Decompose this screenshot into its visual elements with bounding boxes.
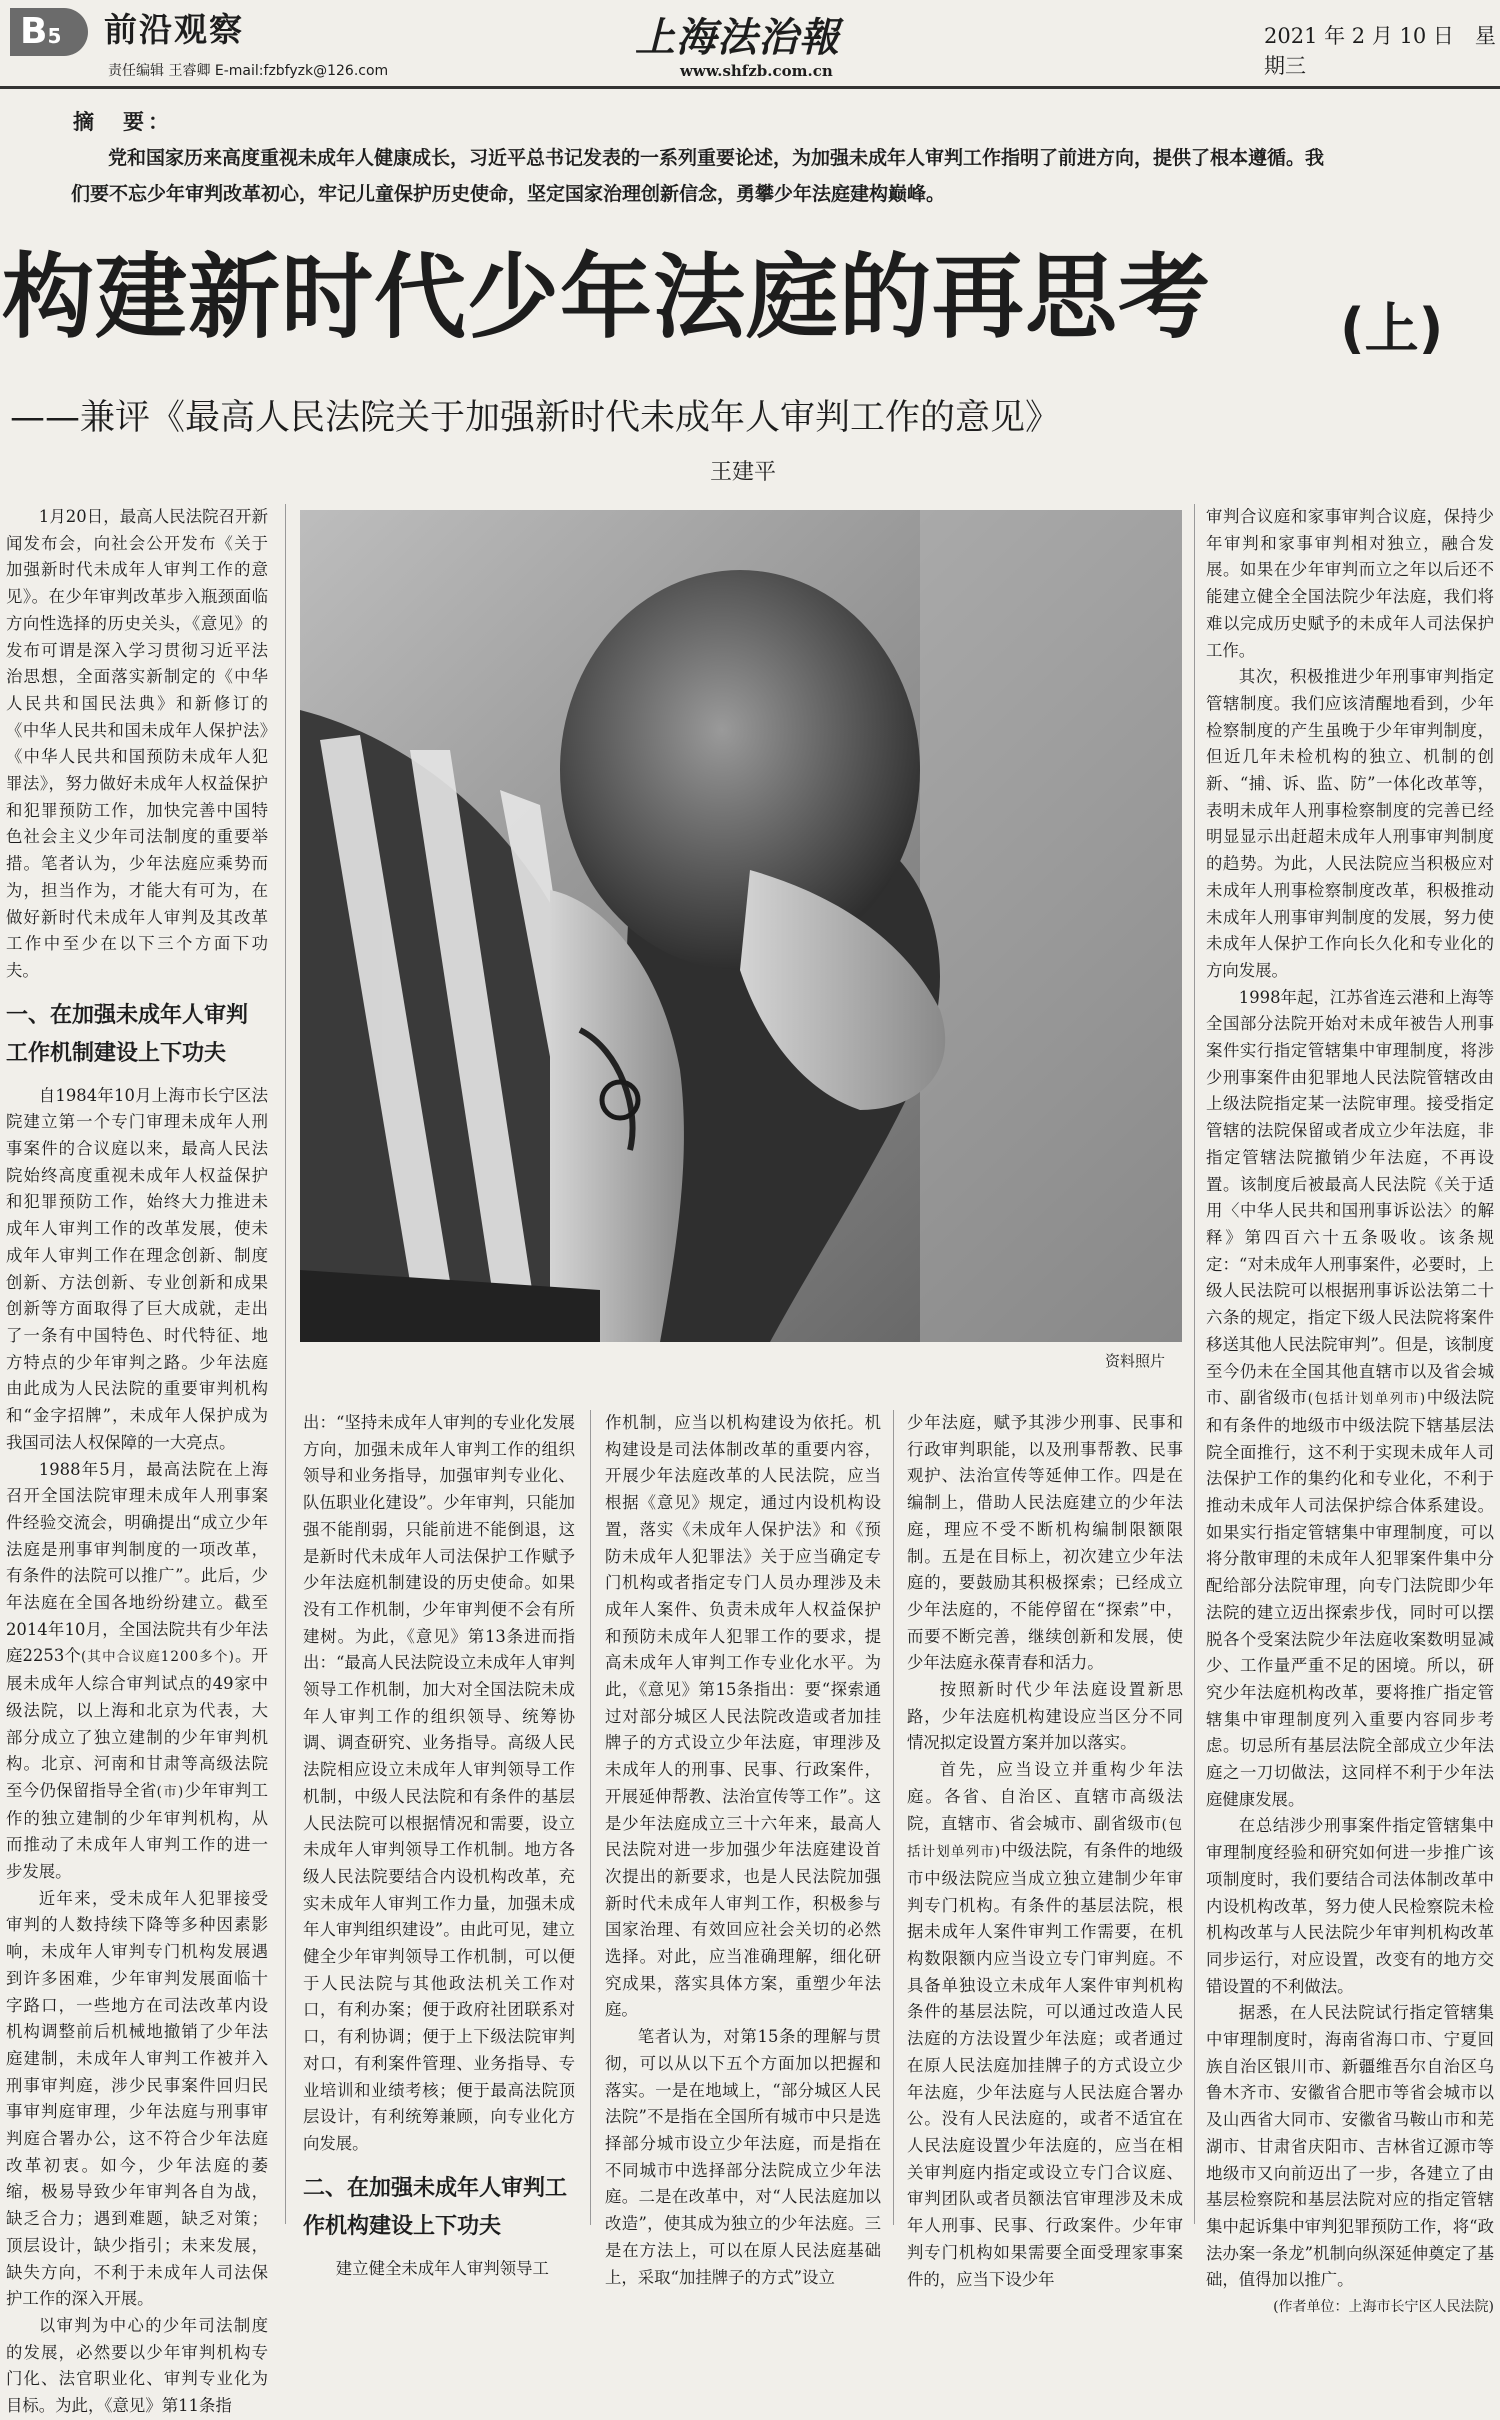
- paragraph: 其次，积极推进少年刑事审判指定管辖制度。我们应该清醒地看到，少年检察制度的产生虽晚于少年审判制度，但近几年未检机构的独立、机制的创新、“捕、诉、监、防”一体化改革等，表明未成年人刑事检察制度的完善已经明显显示出赶超未成年人刑事审判制度的趋势。为此，人民法院应当积极应对未成年人刑事检察制度改革，积极推动未成年人刑事审判制度的发展，努力使未成年人保护工作向长久化和专业化的方向发展。: [1206, 667, 1494, 980]
- column-divider: [1194, 504, 1195, 2224]
- paragraph: 建立健全未成年人审判领导工: [335, 2258, 549, 2278]
- paragraph: [907, 1757, 1183, 2293]
- page-number-badge: [10, 8, 88, 56]
- paragraph: 出：“坚持未成年人审判的专业化发展方向，加强未成年人审判工作的组织领导和业务指导，加强审判专业化、队伍职业化建设”。少年审判，只能加强不能削弱，只能前进不能倒退，这是新时代未成年人司法保护工作赋予少年法庭机制建设的历史使命。如果没有工作机制，少年审判便不会有所建树。为此，《意见》第13条进而指出：“最高人民法院设立未成年人审判领导工作机制，加大对全国法院未成年人审判工作的组织领导、统筹协调、调查研究、业务指导。高级人民法院相应设立未成年人审判领导工作机制，中级人民法院和有条件的基层人民法院可以根据情况和需要，设立未成年人审判领导工作机制。地方各级人民法院要结合内设机构改革，充实未成年人审判工作力量，加强未成年人审判组织建设”。由此可见，建立健全少年审判领导工作机制，可以便于人民法院与其他政法机关工作对口，有利办案；便于政府社团联系对口，有利协调；便于上下级法院审判对口，有利案件管理、业务指导、专业培训和业绩考核；便于最高法院顶层设计，有利统筹兼顾，向专业化方向发展。: [303, 1413, 575, 2153]
- masthead: [0, 0, 1500, 92]
- paragraph-text: 少年审判工作的独立建制的少年审判机构，从而推动了未成年人审判工作的进一步发展。: [6, 1780, 269, 1882]
- text-column-3: [605, 1410, 881, 2287]
- paragraph: 在总结涉少刑事案件指定管辖集中审理制度经验和研究如何进一步推广该项制度时，我们要结合司法体制改革中内设机构改革，努力使人民检察院未检机构改革与人民法院少年审判机构改革同步运行，对应设置，改变有的地方交错设置的不利做法。: [1206, 1816, 1494, 1996]
- header-divider: [0, 86, 1500, 89]
- article-headline: 构建新时代少年法庭的再思考: [2, 244, 1212, 351]
- photo-caption: 资料照片: [1105, 1352, 1166, 1370]
- paragraph-text: 1988年5月，最高法院在上海召开全国法院审理未成年人刑事案件经验交流会，明确提出“成立少年法庭是刑事审判制度的一项改革，有条件的法院可以推广”。此后，少年法庭在全国各地纷纷建立。截至2014年10月，全国法院共有少年法庭2253个: [6, 1459, 268, 1666]
- column-divider: [590, 1410, 591, 2225]
- abstract-label: 摘 要：: [73, 110, 173, 134]
- column-divider: [285, 504, 286, 2224]
- newspaper-url: www.shfzb.com.cn: [680, 62, 833, 80]
- text-column-1: [6, 504, 269, 2416]
- paragraph-note: (市): [156, 1783, 185, 1800]
- abstract-text-line-2: 们要不忘少年审判改革初心，牢记儿童保护历史使命，坚定国家治理创新信念，勇攀少年法庭建构巅峰。: [71, 183, 946, 205]
- issue-date: 2021 年 2 月 10 日 星期三: [1264, 24, 1496, 78]
- paragraph-text: 1998年起，江苏省连云港和上海等全国部分法院开始对未成年被告人刑事案件实行指定管辖集中审理制度，将涉少刑事案件由犯罪地人民法院管辖改由上级法院指定某一法院审理。接受指定管辖的法院保留或者成立少年法庭，非指定管辖法院撤销少年法庭，不再设置。该制度后被最高人民法院《关于适用〈中华人民共和国刑事诉讼法〉的解释》第四百六十五条吸收。该条规定：“对未成年人刑事案件，必要时，上级人民法院可以根据刑事诉讼法第二十六条的规定，指定下级人民法院将案件移送其他人民法院审判”。但是，该制度至今仍未在全国其他直辖市以及省会城市、副省级市: [1206, 987, 1494, 1408]
- paragraph-note: (其中合议庭1200多个): [81, 1649, 235, 1666]
- paragraph: [6, 1457, 268, 1886]
- paragraph: [1206, 985, 1494, 1814]
- paragraph: 近年来，受未成年人犯罪接受审判的人数持续下降等多种因素影响，未成年人审判专门机构发展遇到许多困难，少年审判发展面临十字路口，一些地方在司法改革内设机构调整前后机械地撤销了少年法庭建制，未成年人审判工作被并入刑事审判庭，涉少民事案件回归民事审判庭审理，少年法庭与刑事审判庭合署办公，这不符合少年法庭改革初衷。如今，少年法庭的萎缩，极易导致少年审判各自为战，缺乏合力；遇到难题，缺乏对策；顶层设计，缺少指引；未来发展，缺失方向，不利于未成年人司法保护工作的深入开展。: [6, 1888, 268, 2309]
- editor-credit: 责任编辑 王睿卿 E-mail:fzbfyzk@126.com: [108, 63, 389, 79]
- text-column-5: [1206, 504, 1494, 2316]
- author-byline: 王建平: [710, 460, 777, 485]
- newspaper-logo: 上海法治報: [635, 14, 840, 61]
- paragraph: 作机制，应当以机构建设为依托。机构建设是司法体制改革的重要内容，开展少年法庭改革的人民法院，应当根据《意见》规定，通过内设机构设置，落实《未成年人保护法》和《预防未成年人犯罪法》关于应当确定专门机构或者指定专门人员办理涉及未成年人案件、负责未成年人权益保护和预防未成年人犯罪工作的要求，提高未成年人审判工作专业化水平。为此，《意见》第15条指出：要“探索通过对部分城区人民法院改造或者加挂牌子的方式设立少年法庭，审理涉及未成年人的刑事、民事、行政案件，开展延伸帮教、法治宣传等工作”。这是少年法庭成立三十六年来，最高人民法院对进一步加强少年法庭建设首次提出的新要求，也是人民法院加强新时代未成年人审判工作，积极参与国家治理、有效回应社会关切的必然选择。对此，应当准确理解，细化研究成果，落实具体方案，重塑少年法庭。: [605, 1413, 881, 2020]
- paragraph: 审判合议庭和家事审判合议庭，保持少年审判和家事审判相对独立，融合发展。如果在少年审判而立之年以后还不能建立健全全国法院少年法庭，我们将难以完成历史赋予的未成年人司法保护工作。: [1206, 507, 1494, 660]
- paragraph: 按照新时代少年法庭设置新思路，少年法庭机构建设应当区分不同情况拟定设置方案并加以落实。: [907, 1680, 1183, 1753]
- photo-illustration: [300, 510, 1182, 1342]
- column-divider: [893, 1410, 894, 2225]
- paragraph: 据悉，在人民法院试行指定管辖集中审理制度时，海南省海口市、宁夏回族自治区银川市、新疆维吾尔自治区乌鲁木齐市、安徽省合肥市等省会城市以及山西省大同市、安徽省马鞍山市和芜湖市、甘肃省庆阳市、吉林省辽源市等地级市又向前迈出了一步，各建立了由基层检察院和基层法院对应的指定管辖集中起诉集中审判犯罪预防工作，将“政法办案一条龙”机制向纵深延伸奠定了基础，值得加以推广。: [1206, 2003, 1494, 2290]
- paragraph: 1月20日，最高人民法院召开新闻发布会，向社会公开发布《关于加强新时代未成年人审判工作的意见》。在少年审判改革步入瓶颈面临方向性选择的历史关头，《意见》的发布可谓是深入学习贯彻习近平法治思想，全面落实新制定的《中华人民共和国民法典》和新修订的《中华人民共和国未成年人保护法》《中华人民共和国预防未成年人犯罪法》，努力做好未成年人权益保护和犯罪预防工作，加快完善中国特色社会主义少年司法制度的重要举措。笔者认为，少年法庭应乘势而为，担当作为，才能大有可为，在做好新时代未成年人审判及其改革工作中至少在以下三个方面下功夫。: [6, 507, 268, 980]
- paragraph-text: 中级法院，有条件的地级市中级法院应当成立独立建制少年审判专门机构。有条件的基层法院，根据未成年人案件审判工作需要，在机构数限额内应当设立专门审判庭。不具备单独设立未成年人案件审判机构条件的基层法院，可以通过改造人民法庭的方法设置少年法庭；或者通过在原人民法庭加挂牌子的方式设立少年法庭，少年法庭与人民法庭合署办公。没有人民法庭的，或者不适宜在人民法庭设置少年法庭的，应当在相关审判庭内指定或设立专门合议庭、审判团队或者员额法官审理涉及未成年人刑事、民事、行政案件。少年审判专门机构如果需要全面受理家事案件的，应当下设少年: [907, 1841, 1183, 2289]
- paragraph-note: (包括计划单列市): [907, 1816, 1183, 1861]
- paragraph: 少年法庭，赋予其涉少刑事、民事和行政审判职能，以及刑事帮教、民事观护、法治宣传等延伸工作。四是在编制上，借助人民法庭建立的少年法庭，理应不受不断机构编制限额限制。五是在目标上，初次建立少年法庭的，要鼓励其积极探索；已经成立少年法庭的，不能停留在“探索”中，而要不断完善，继续创新和发展，使少年法庭永葆青春和活力。: [907, 1413, 1183, 1673]
- text-column-2: [303, 1410, 575, 2278]
- paragraph-note: (包括计划单列市): [1307, 1391, 1427, 1408]
- text-column-4: [907, 1410, 1183, 2289]
- section-heading-1: 一、在加强未成年人审判工作机制建设上下功夫: [6, 1002, 249, 1066]
- article-photo: [300, 510, 1182, 1342]
- paragraph-text: 。开展未成年人综合审判试点的49家中级法院，以上海和北京为代表，大部分成立了独立建制的少年审判机构。北京、河南和甘肃等高级法院至今仍保留指导全省: [6, 1646, 269, 1800]
- paragraph: 自1984年10月上海市长宁区法院建立第一个专门审理未成年人刑事案件的合议庭以来，最高人民法院始终高度重视未成年人权益保护和犯罪预防工作，始终大力推进未成年人审判工作的改革发展，使未成年人审判工作在理念创新、制度创新、方法创新、专业创新和成果创新等方面取得了巨大成就，走出了一条有中国特色、时代特征、地方特点的少年审判之路。少年法庭由此成为人民法院的重要审判机构和“金字招牌”，未成年人保护成为我国司法人权保障的一大亮点。: [6, 1085, 268, 1452]
- author-affiliation: (作者单位：上海市长宁区人民法院): [1273, 2299, 1494, 2316]
- paragraph-text: 中级法院和有条件的地级市中级法院下辖基层法院全面推行，这不利于实现未成年人司法保护工作的集约化和专业化，不利于推动未成年人司法保护综合体系建设。如果实行指定管辖集中审理制度，可以将分散审理的未成年人犯罪案件集中分配给部分法院审理，向专门法院即少年法院的建立迈出探索步伐，同时可以摆脱各个受案法院少年法庭收案数明显减少、工作量严重不足的困境。所以，研究少年法庭机构改革，要将推广指定管辖集中审理制度列入重要内容同步考虑。切忌所有基层法院全部成立少年法庭之一刀切做法，这同样不利于少年法庭健康发展。: [1206, 1388, 1494, 1809]
- abstract-text-line-1: 党和国家历来高度重视未成年人健康成长，习近平总书记发表的一系列重要论述，为加强未成年人审判工作指明了前进方向，提供了根本遵循。我: [108, 147, 1325, 169]
- paragraph: 笔者认为，对第15条的理解与贯彻，可以从以下五个方面加以把握和落实。一是在地域上，“部分城区人民法院”不是指在全国所有城市中只是选择部分城市设立少年法庭，而是指在不同城市中选择部分法院成立少年法庭。二是在改革中，对“人民法庭加以改造”，使其成为独立的少年法庭。三是在方法上，可以在原人民法庭基础上，采取“加挂牌子的方式”设立: [605, 2027, 881, 2287]
- paragraph: 以审判为中心的少年司法制度的发展，必然要以少年审判机构专门化、法官职业化、审判专业化为目标。为此，《意见》第11条指: [6, 2316, 268, 2416]
- paragraph-text: 首先，应当设立并重构少年法庭。各省、自治区、直辖市高级法院，直辖市、省会城市、副省级市: [907, 1760, 1183, 1833]
- headline-part-marker: (上): [1340, 297, 1444, 360]
- page-number: 5: [47, 24, 62, 48]
- section-title: 前沿观察: [104, 10, 244, 49]
- section-heading-2: 二、在加强未成年人审判工作机构建设上下功夫: [303, 2175, 568, 2239]
- page-letter: B: [20, 11, 48, 52]
- article-subheadline: ——兼评《最高人民法院关于加强新时代未成年人审判工作的意见》: [10, 398, 1061, 438]
